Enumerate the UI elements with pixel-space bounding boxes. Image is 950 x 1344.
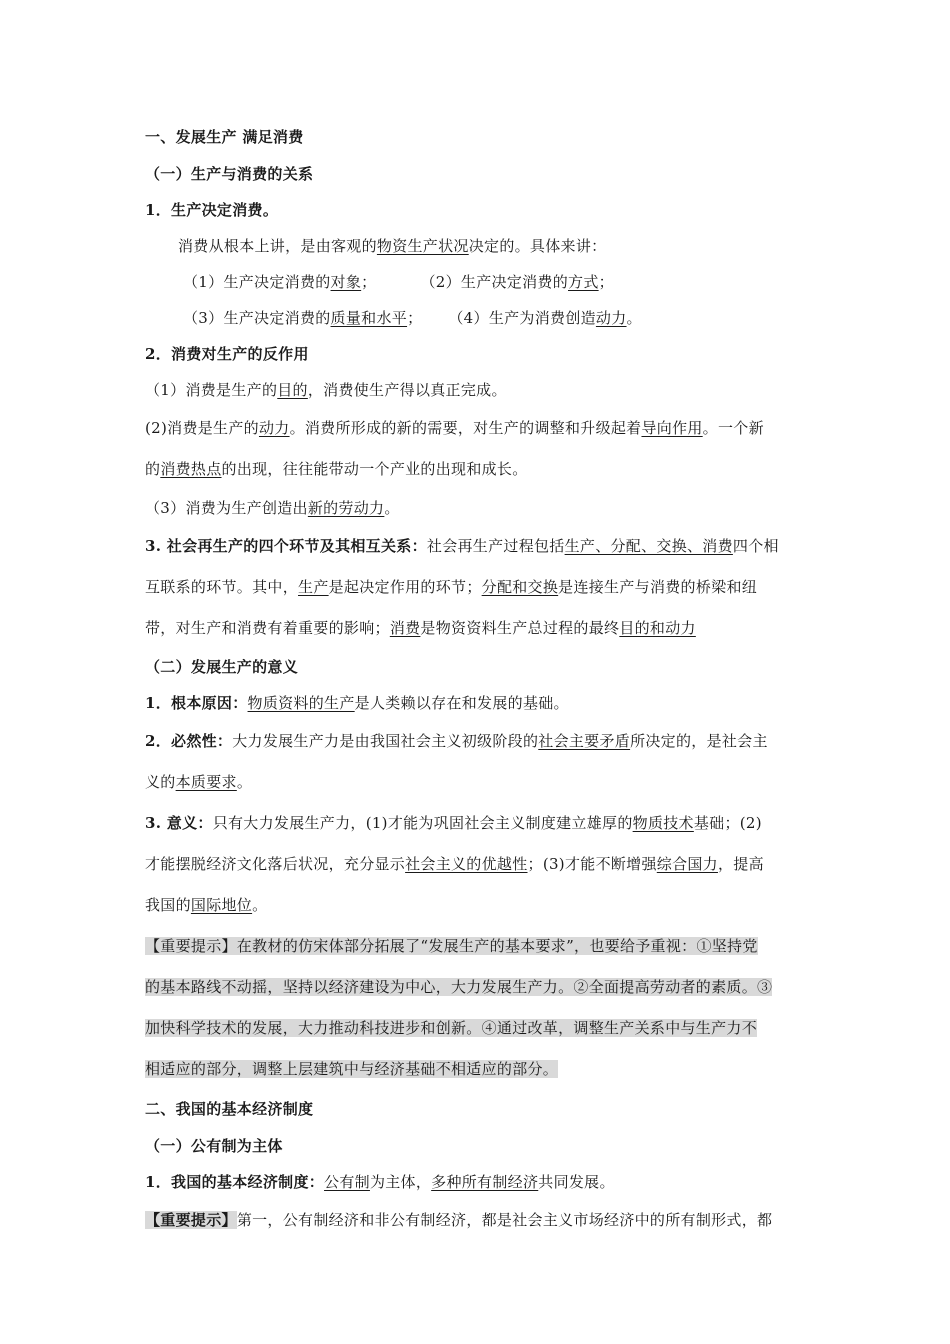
important-tip-line4: 相适应的部分，调整上层建筑中与经济基础不相适应的部分。: [145, 1060, 559, 1078]
meaning-2-line2: 义的本质要求。: [145, 773, 253, 791]
important-tip-line3: 加快科学技术的发展，大力推动科技进步和创新。④通过改革，调整生产关系中与生产力不: [145, 1019, 758, 1037]
meaning-3-line1: 3. 意义：只有大力发展生产力，(1)才能为巩固社会主义制度建立雄厚的物质技术基础；(2): [145, 814, 762, 832]
meaning-3-line3: 我国的国际地位。: [145, 896, 268, 914]
document-page: [145, 118, 810, 1241]
meaning-2-line1: 2．必然性：大力发展生产力是由我国社会主义初级阶段的社会主要矛盾所决定的，是社会主: [145, 732, 768, 750]
important-tip-line1: 【重要提示】在教材的仿宋体部分拓展了“发展生产的基本要求”，也要给予重视：①坚持党: [145, 937, 758, 955]
point-3-line3: 带，对生产和消费有着重要的影响；消费是物资资料生产总过程的最终目的和动力: [145, 619, 696, 637]
subsection-1-title: （一）生产与消费的关系: [145, 165, 314, 183]
point-2-item-3: （3）消费为生产创造出新的劳动力。: [145, 499, 400, 517]
meaning-3-line2: 才能摆脱经济文化落后状况，充分显示社会主义的优越性；(3)才能不断增强综合国力，提高: [145, 855, 764, 873]
section-2-subsection-1-title: （一）公有制为主体: [145, 1137, 283, 1155]
point-2-heading: 2．消费对生产的反作用: [145, 345, 309, 363]
point-2-item-1: （1）消费是生产的目的，消费使生产得以真正完成。: [145, 381, 507, 399]
important-tip-line2: 的基本路线不动摇，坚持以经济建设为中心，大力发展生产力。②全面提高劳动者的素质。③: [145, 978, 773, 996]
point-1-items-row2: （3）生产决定消费的质量和水平； （4）生产为消费创造动力。: [183, 309, 642, 327]
economic-system-point: 1．我国的基本经济制度：公有制为主体，多种所有制经济共同发展。: [145, 1173, 615, 1191]
subsection-2-title: （二）发展生产的意义: [145, 658, 299, 676]
point-3-line2: 互联系的环节。其中，生产是起决定作用的环节；分配和交换是连接生产与消费的桥梁和纽: [145, 578, 758, 596]
section-2-title: 二、我国的基本经济制度: [145, 1100, 314, 1118]
point-1-intro: 消费从根本上讲，是由客观的物资生产状况决定的。具体来讲：: [178, 237, 607, 255]
point-1-items-row1: （1）生产决定消费的对象； （2）生产决定消费的方式；: [183, 273, 614, 291]
point-3-line1: 3. 社会再生产的四个环节及其相互关系：社会再生产过程包括生产、分配、交换、消费四个相: [145, 537, 779, 555]
point-2-item-2-line2: 的消费热点的出现，往往能带动一个产业的出现和成长。: [145, 460, 528, 478]
meaning-1: 1．根本原因：物质资料的生产是人类赖以存在和发展的基础。: [145, 694, 569, 712]
point-1-heading: 1．生产决定消费。: [145, 201, 279, 219]
point-2-item-2-line1: (2)消费是生产的动力。消费所形成的新的需要，对生产的调整和升级起着导向作用。一个新: [145, 419, 764, 437]
important-tip-2: 【重要提示】第一，公有制经济和非公有制经济，都是社会主义市场经济中的所有制形式，都: [145, 1211, 773, 1229]
section-1-title: 一、发展生产 满足消费: [145, 128, 304, 146]
